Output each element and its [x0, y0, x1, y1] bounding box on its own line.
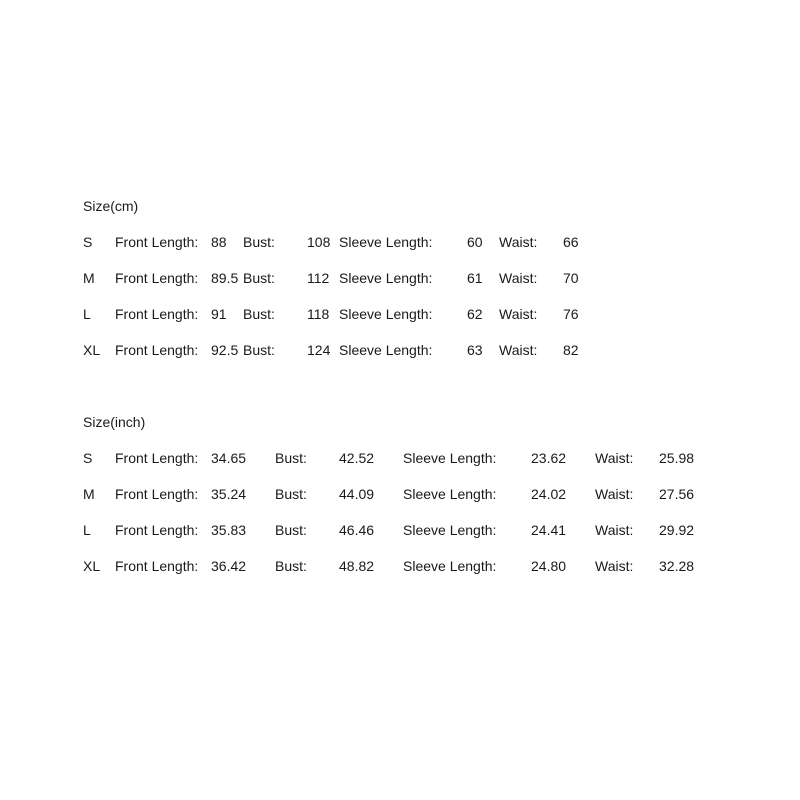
bust-label: Bust: [275, 558, 307, 574]
front-length-value: 35.24 [211, 486, 247, 502]
waist-value: 76 [563, 306, 579, 322]
bust-label: Bust: [275, 450, 307, 466]
sleeve-length-label: Sleeve Length: [339, 342, 433, 358]
waist-value: 32.28 [659, 558, 695, 574]
size-label: S [83, 450, 93, 466]
bust-label: Bust: [243, 270, 275, 286]
waist-value: 27.56 [659, 486, 695, 502]
sleeve-length-value: 63 [467, 342, 483, 358]
table-row [83, 557, 695, 593]
size-label: L [83, 306, 91, 322]
bust-label: Bust: [243, 342, 275, 358]
waist-value: 25.98 [659, 450, 695, 466]
front-length-value: 89.5 [211, 270, 239, 286]
size-label: M [83, 270, 95, 286]
sleeve-length-value: 60 [467, 234, 483, 250]
front-length-label: Front Length: [115, 450, 199, 466]
front-length-label: Front Length: [115, 558, 199, 574]
waist-label: Waist: [499, 234, 538, 250]
table-row [83, 449, 695, 485]
front-length-label: Front Length: [115, 522, 199, 538]
sleeve-length-label: Sleeve Length: [403, 450, 497, 466]
size-label: XL [83, 558, 101, 574]
bust-label: Bust: [275, 522, 307, 538]
sleeve-length-label: Sleeve Length: [403, 522, 497, 538]
bust-value: 118 [307, 306, 330, 322]
front-length-value: 88 [211, 234, 227, 250]
size-chart-inch [83, 413, 695, 593]
table-row [83, 233, 579, 269]
waist-value: 66 [563, 234, 579, 250]
size-label: S [83, 234, 93, 250]
bust-value: 44.09 [339, 486, 375, 502]
waist-label: Waist: [595, 522, 634, 538]
size-label: XL [83, 342, 101, 358]
front-length-value: 34.65 [211, 450, 247, 466]
sleeve-length-value: 61 [467, 270, 483, 286]
front-length-value: 91 [211, 306, 227, 322]
sleeve-length-label: Sleeve Length: [339, 306, 433, 322]
size-table-inch [83, 449, 695, 593]
front-length-value: 35.83 [211, 522, 247, 538]
sleeve-length-label: Sleeve Length: [403, 558, 497, 574]
sleeve-length-label: Sleeve Length: [339, 270, 433, 286]
sleeve-length-label: Sleeve Length: [403, 486, 497, 502]
bust-label: Bust: [275, 486, 307, 502]
bust-label: Bust: [243, 306, 275, 322]
sleeve-length-value: 24.41 [531, 522, 567, 538]
front-length-label: Front Length: [115, 270, 199, 286]
waist-value: 82 [563, 342, 579, 358]
waist-label: Waist: [499, 342, 538, 358]
front-length-label: Front Length: [115, 342, 199, 358]
table-row [83, 521, 695, 557]
bust-value: 108 [307, 234, 331, 250]
bust-value: 124 [307, 342, 331, 358]
front-length-value: 92.5 [211, 342, 239, 358]
table-row [83, 305, 579, 341]
bust-value: 46.46 [339, 522, 375, 538]
waist-label: Waist: [499, 306, 538, 322]
table-row [83, 485, 695, 521]
sleeve-length-value: 24.02 [531, 486, 567, 502]
sleeve-length-value: 62 [467, 306, 483, 322]
front-length-label: Front Length: [115, 486, 199, 502]
front-length-label: Front Length: [115, 234, 199, 250]
front-length-value: 36.42 [211, 558, 247, 574]
waist-label: Waist: [499, 270, 538, 286]
table-row [83, 269, 579, 305]
sleeve-length-label: Sleeve Length: [339, 234, 433, 250]
size-table-cm [83, 233, 579, 377]
waist-value: 29.92 [659, 522, 695, 538]
table-row [83, 341, 579, 377]
bust-value: 48.82 [339, 558, 375, 574]
size-chart-cm [83, 197, 579, 377]
waist-label: Waist: [595, 558, 634, 574]
section-title-inch: Size(inch) [83, 414, 146, 430]
bust-label: Bust: [243, 234, 275, 250]
bust-value: 112 [307, 270, 330, 286]
waist-value: 70 [563, 270, 579, 286]
front-length-label: Front Length: [115, 306, 199, 322]
waist-label: Waist: [595, 450, 634, 466]
size-label: L [83, 522, 91, 538]
section-title-cm: Size(cm) [83, 198, 139, 214]
size-label: M [83, 486, 95, 502]
sleeve-length-value: 23.62 [531, 450, 567, 466]
bust-value: 42.52 [339, 450, 375, 466]
waist-label: Waist: [595, 486, 634, 502]
sleeve-length-value: 24.80 [531, 558, 567, 574]
